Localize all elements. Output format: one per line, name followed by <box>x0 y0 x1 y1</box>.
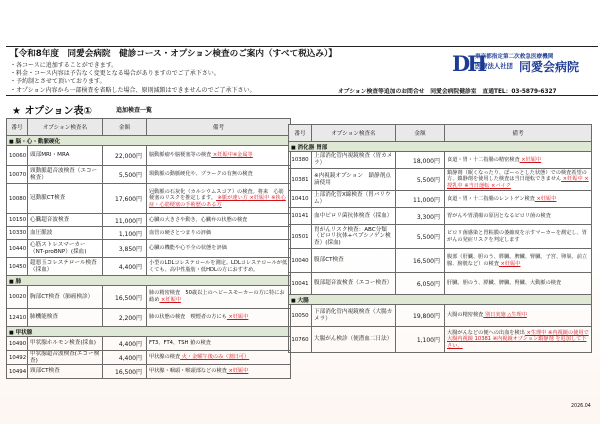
category-title: 大腸 <box>297 297 309 304</box>
cell-price: 4,400円 <box>103 351 147 365</box>
cell-code: 10040 <box>289 249 312 273</box>
warning-tag: ×妊娠中 <box>226 368 249 375</box>
cell-price: 19,800円 <box>396 305 445 327</box>
cell-name: 上部消化管X線検査（胃バリウム） <box>312 191 396 208</box>
table-row <box>7 351 291 365</box>
note-text: 大腸がんなどの便への出血を検出 <box>447 329 525 336</box>
category-row <box>7 327 291 337</box>
col-header-price: 金額 <box>396 125 445 142</box>
category-cell <box>7 276 291 286</box>
note-text: 頸動脈の動脈硬化や、プラークの有無の検査 <box>149 171 253 178</box>
cell-code: 10050 <box>289 305 312 327</box>
col-header-price: 金額 <box>103 119 147 136</box>
cell-note <box>147 286 291 309</box>
cell-price: 6,050円 <box>396 273 445 295</box>
cell-name: 下部消化管内視鏡検査（大腸カメラ） <box>312 305 396 327</box>
cell-note <box>147 214 291 227</box>
category-marker-icon: ■ <box>291 297 298 304</box>
cell-note <box>147 309 291 327</box>
warning-tag: ×妊娠中 <box>534 195 557 202</box>
cell-name: 血中ピロリ菌抗体検査（採血） <box>312 208 396 225</box>
cell-code: 10490 <box>7 337 28 351</box>
cell-price: 1,100円 <box>396 327 445 353</box>
table-row <box>289 152 592 169</box>
cell-name: 頭部MRI・MRA <box>28 146 103 166</box>
cell-note <box>147 146 291 166</box>
cell-price: 18,000円 <box>396 152 445 169</box>
cell-name: 血圧脈波 <box>28 227 103 240</box>
note-text: 食道・胃・十二指腸の精密検査 <box>447 156 520 163</box>
cell-name: 冠動脈CT検査 <box>28 184 103 214</box>
cell-code: 10150 <box>7 214 28 227</box>
note-text: 肺の精密検査 50歳以上のヘビースモーカーの方に特にお勧め <box>149 290 285 303</box>
right-option-table <box>288 124 592 353</box>
cell-note <box>445 152 592 169</box>
warning-tag: ※狭心症・心筋梗塞の手術歴のある方 <box>149 195 286 208</box>
note-text: 甲状腺の検査 <box>149 354 181 361</box>
logo-subtitle: 東京都指定第二次救急医療機関 <box>475 54 554 60</box>
cell-code: 10020 <box>7 286 28 309</box>
warning-tag: ×妊娠中 <box>561 176 583 183</box>
warning-tag: 10381 ※内視鏡オプション鎮静剤 を追加して下さい。 <box>447 336 587 349</box>
cell-name: 胸部CT検査（肺癌検診） <box>28 286 103 309</box>
cell-name: 腹部超音波検査（エコー検査） <box>312 273 396 295</box>
note-line: ・料金・コース内容は予告なく変更となる場合がありますのでご了承下さい。 <box>10 70 220 78</box>
col-header-name: オプション検査名 <box>312 125 396 142</box>
cell-code: 10380 <box>289 152 312 169</box>
right-table-body <box>289 142 592 353</box>
note-text: 鎮静剤（眠くなったり、ぼーっとした状態）での検査希望の方、鎮静剤を使用した検査は当日運転できません <box>447 169 587 183</box>
category-row <box>289 142 592 152</box>
table-row <box>7 258 291 276</box>
col-header-note: 備考 <box>147 119 291 136</box>
category-cell <box>7 327 291 337</box>
warning-tag: ×バイク <box>489 182 511 189</box>
table-row <box>289 169 592 191</box>
note-text: 心臓の大きさや動き、心臓弁の状態の検査 <box>149 216 248 223</box>
contact-line: オプション検査等追加のお問合せ 同愛会病院健診室 直通TEL：03-5879-6327 <box>338 89 557 95</box>
cell-name: 心筋ストレスマーカー（NT-proBNP）(採血) <box>28 240 103 258</box>
header-notes <box>10 62 255 95</box>
cell-code: 10494 <box>7 365 28 379</box>
cell-price: 4,400円 <box>103 337 147 351</box>
col-header-note: 備考 <box>445 125 592 142</box>
note-text: 大腸の精密検査 <box>447 312 484 319</box>
category-row <box>7 136 291 146</box>
cell-note <box>147 166 291 184</box>
note-text: 胃がんや胃潰瘍の原因となるピロリ菌の検査 <box>447 212 551 219</box>
warning-tag: ※脈が速い方 <box>215 195 248 202</box>
note-text: 冠動脈の石灰化（カルシウムスコア）の検査。将来 心筋梗塞のリスクを推定します。 <box>149 188 284 202</box>
cell-code: 10440 <box>7 240 28 258</box>
table-row <box>289 305 592 327</box>
note-text: FT3、FT4、TSH 値の検査 <box>149 340 211 347</box>
warning-tag: △生理中 <box>505 312 527 319</box>
col-header-name: オプション検査名 <box>28 119 103 136</box>
table-row <box>7 227 291 240</box>
cell-code: 10330 <box>7 227 28 240</box>
warning-tag: ×妊娠中 <box>247 195 270 202</box>
section-title: ★ オプション表① <box>12 106 93 117</box>
table-row <box>289 191 592 208</box>
warning-tag: ×妊娠中※金属等 <box>211 152 253 159</box>
cell-price: 5,500円 <box>103 166 147 184</box>
cell-note <box>445 273 592 295</box>
warning-tag: 別日実施 <box>483 312 506 319</box>
note-text: 心臓の機能や心不全の状態を評価 <box>149 245 227 252</box>
table-row <box>7 146 291 166</box>
cell-note <box>445 225 592 249</box>
cell-price: 17,600円 <box>103 184 147 214</box>
cell-price: 3,850円 <box>103 240 147 258</box>
note-text: 肺の状態の検査 喫煙者の方にも <box>149 314 227 321</box>
note-line: ・予約制とさせて頂いております。 <box>10 78 106 86</box>
cell-note <box>147 351 291 365</box>
note-text: 脳動脈瘤や脳梗塞等の検査 <box>149 152 212 159</box>
table-row <box>7 365 291 379</box>
cell-price: 2,200円 <box>103 309 147 327</box>
cell-name: 頸部CT検査 <box>28 365 103 379</box>
note-line: ・オプション内容から一部検査を省略した場合、原則減額はできませんのでご了承下さい。 <box>10 86 256 94</box>
logo-corporation: 医療法人社団 <box>475 63 513 70</box>
table-header-row <box>7 119 291 136</box>
warning-tag: ×生理中 <box>524 329 547 336</box>
category-cell <box>7 136 291 146</box>
cell-name: 肺機能検査 <box>28 309 103 327</box>
cell-price: 16,500円 <box>103 286 147 309</box>
category-cell <box>289 142 592 152</box>
cell-code: 12410 <box>7 309 28 327</box>
cell-code: 10141 <box>289 208 312 225</box>
cell-price: 22,000円 <box>103 146 147 166</box>
table-row <box>7 184 291 214</box>
cell-code: 10041 <box>289 273 312 295</box>
table-row <box>289 225 592 249</box>
cell-note <box>147 337 291 351</box>
cell-note <box>147 227 291 240</box>
cell-note <box>445 327 592 353</box>
col-header-code: 番号 <box>289 125 312 142</box>
category-marker-icon: ■ <box>9 278 16 285</box>
table-row <box>289 208 592 225</box>
cell-price: 16,500円 <box>103 365 147 379</box>
warning-tag: ※内視鏡の使用で大腸内視鏡 <box>447 329 589 343</box>
cell-code: 10450 <box>7 258 28 276</box>
warning-tag: ※当日運転 <box>462 182 490 189</box>
table-row <box>7 309 291 327</box>
section-subtitle: 追加検査一覧 <box>116 107 153 114</box>
note-text: 血管の硬さとつまりの評価 <box>149 229 212 236</box>
left-option-table <box>6 118 291 379</box>
cell-name: 頸動脈超音波検査（エコー検査） <box>28 166 103 184</box>
logo-hospital-name: 同愛会病院 <box>519 60 580 74</box>
cell-price: 11,000円 <box>103 214 147 227</box>
cell-code: 10410 <box>289 191 312 208</box>
note-text: 小型のLDLコレステロールを測定。LDLコレステロールが低くても、高中性脂肪・低HDLの方におすすめ。 <box>149 259 288 273</box>
table-header-row <box>289 125 592 142</box>
cell-name: 胃がんリスク検査：ABC分類（ピロリ抗体+ペプシノゲン検査）(採血) <box>312 225 396 249</box>
table-row <box>289 273 592 295</box>
cell-price: 1,100円 <box>103 227 147 240</box>
cell-price: 11,000円 <box>396 191 445 208</box>
note-text: 食道・胃・十二指腸のレントゲン検査 <box>447 195 535 202</box>
note-text: 肝臓、胆のう、膵臓、脾臓、腎臓、大動脈の検査 <box>447 280 562 287</box>
note-text: ピロリ菌感染と胃粘膜の萎縮度を示すマーカーを測定し、胃がんの発症リスクを判定します <box>447 229 587 243</box>
col-header-code: 番号 <box>7 119 28 136</box>
cell-name: 心臓超音波検査 <box>28 214 103 227</box>
cell-code: 10381 <box>289 169 312 191</box>
table-row <box>7 286 291 309</box>
left-table-body <box>7 136 291 379</box>
hospital-logo <box>452 51 592 81</box>
cell-code: 10501 <box>289 225 312 249</box>
table-row <box>289 249 592 273</box>
cell-name: 上部消化管内視鏡検査（胃カメラ） <box>312 152 396 169</box>
category-row <box>7 276 291 286</box>
table-row <box>7 214 291 227</box>
cell-name: ※内視鏡オプション 鎮静剤点滴使用 <box>312 169 396 191</box>
note-text: 腹部（肝臓、胆のう、膵臓、脾臓、腎臓、子宮、卵巣、前立腺、膀胱など）の検査 <box>447 253 588 267</box>
warning-tag: ×妊娠中 <box>159 297 181 303</box>
cell-price: 3,300円 <box>396 208 445 225</box>
cell-note <box>445 249 592 273</box>
cell-note <box>445 191 592 208</box>
category-title: 甲状腺 <box>15 329 33 336</box>
cell-price: 16,500円 <box>396 249 445 273</box>
cell-name: 腹部CT検査 <box>312 249 396 273</box>
cell-code: 10760 <box>289 327 312 353</box>
cell-note <box>445 169 592 191</box>
cell-price: 5,500円 <box>396 169 445 191</box>
warning-tag: ×妊娠中 <box>498 260 521 267</box>
cell-note <box>445 305 592 327</box>
cell-note <box>147 258 291 276</box>
category-title: 消化器 胃部 <box>297 144 328 151</box>
category-marker-icon: ■ <box>9 329 16 336</box>
cell-note <box>147 365 291 379</box>
category-marker-icon: ■ <box>9 138 16 145</box>
cell-note <box>445 208 592 225</box>
warning-tag: ×妊娠中 <box>226 314 249 321</box>
cell-code: 10060 <box>7 146 28 166</box>
cell-name: 大腸がん検診（便潜血二日法） <box>312 327 396 353</box>
category-cell <box>289 295 592 305</box>
cell-code: 10070 <box>7 166 28 184</box>
category-row <box>289 295 592 305</box>
table-row <box>7 166 291 184</box>
category-marker-icon: ■ <box>291 144 298 151</box>
cell-code: 10492 <box>7 351 28 365</box>
note-text: 甲状腺・咽頭・喉頭部などの検査 <box>149 368 227 375</box>
logo-mark-icon: DH <box>452 51 485 76</box>
warning-tag: ×妊娠中 <box>519 156 542 163</box>
warning-tag: 火・金曜午後のみ（割日可） <box>180 354 250 361</box>
note-line: ・各コースに追加することができます。 <box>10 62 118 69</box>
cell-note <box>147 184 291 214</box>
table-row <box>7 240 291 258</box>
warning-tag: ×授乳中 <box>447 176 589 189</box>
footer-date: 2026.04 <box>571 404 591 409</box>
cell-price: 4,400円 <box>103 258 147 276</box>
cell-name: 甲状腺ホルモン検査(採血) <box>28 337 103 351</box>
cell-note <box>147 240 291 258</box>
table-row <box>7 337 291 351</box>
page-title: 【令和8年度 同愛会病院 健診コース・オプション検査のご案内（すべて税込み）】 <box>10 49 337 59</box>
cell-code: 10080 <box>7 184 28 214</box>
cell-price: 5,500円 <box>396 225 445 249</box>
category-title: 肺 <box>15 278 22 285</box>
cell-name: 超悪玉コレステロール検査（採血） <box>28 258 103 276</box>
category-title: 脳・心・動脈硬化 <box>15 138 61 145</box>
table-row <box>289 327 592 353</box>
cell-name: 甲状腺超音波検査(エコー検査) <box>28 351 103 365</box>
